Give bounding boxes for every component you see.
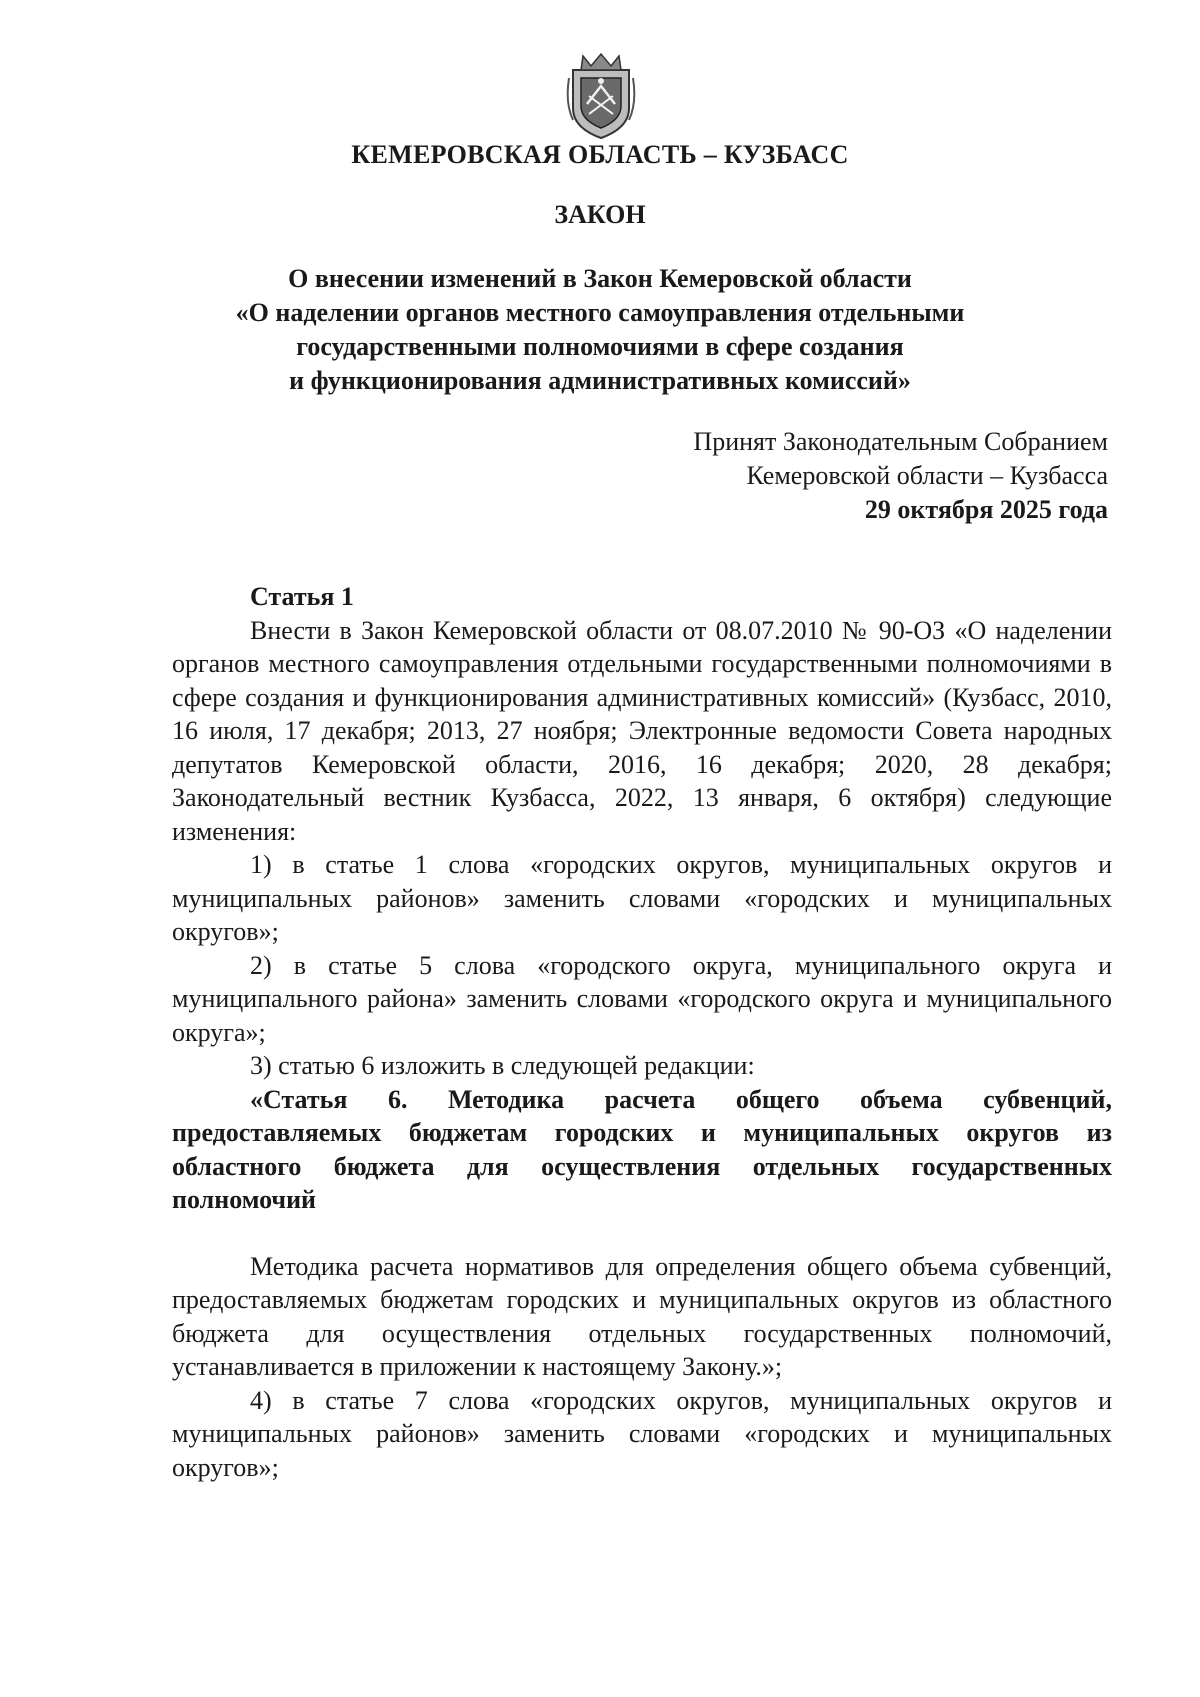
article-body [172,580,1112,1484]
region-name: КЕМЕРОВСКАЯ ОБЛАСТЬ – КУЗБАСС [351,140,849,169]
law-title-line: и функционирования административных комиссий» [289,366,911,395]
article-heading: Статья 1 [250,582,354,611]
law-title [150,262,1050,398]
law-title-line: О внесении изменений в Закон Кемеровской области [288,264,912,293]
article-paragraph: «Статья 6. Методика расчета общего объема субвенций, предоставляемых бюджетам городских и муниципальных округов из областного бюджета для осуществления отдельных государственных полномочий [172,1084,1112,1214]
article-paragraph: 2) в статье 5 слова «городского округа, муниципального округа и муниципального района» заменить словами «городского округа и муниципального округа»; [172,950,1112,1047]
law-title-line: государственными полномочиями в сфере создания [296,332,904,361]
article-paragraph: 4) в статье 7 слова «городских округов, муниципальных округов и муниципальных районов» заменить словами «городских и муниципальных округов»; [172,1385,1112,1482]
coat-of-arms-icon [563,48,639,140]
article-paragraph: 3) статью 6 изложить в следующей редакции: [250,1051,755,1080]
article-paragraph: 1) в статье 1 слова «городских округов, муниципальных округов и муниципальных районов» заменить словами «городских и муниципальных округов»; [172,850,1112,946]
adoption-line: Кемеровской области – Кузбасса [746,461,1108,490]
adoption-block [693,425,1108,527]
article-paragraph: Внести в Закон Кемеровской области от 08.07.2010 № 90-ОЗ «О наделении органов местного самоуправления отдельными государственными полномочиями в сфере создания и функционирования административных комиссий» (Кузбасс, 2010, 16 июля, 17 декабря; 2013, 27 ноября; Электронные ведомости Совета народных депутатов Кемеровской области, 2016, 16 декабря; 2020, 28 декабря; Законодательный вестник Кузбасса, 2022, 13 января, 6 октября) следующие изменения: [172,615,1112,846]
document-type: ЗАКОН [554,200,646,229]
article-paragraph: Методика расчета нормативов для определения общего объема субвенций, предоставляемых бюджетам городских и муниципальных округов из областного бюджета для осуществления отдельных государственных полномочий, устанавливается в приложении к настоящему Закону.»; [172,1251,1112,1381]
adoption-date: 29 октября 2025 года [864,495,1108,524]
adoption-line: Принят Законодательным Собранием [693,427,1108,456]
law-title-line: «О наделении органов местного самоуправления отдельными [235,298,965,327]
